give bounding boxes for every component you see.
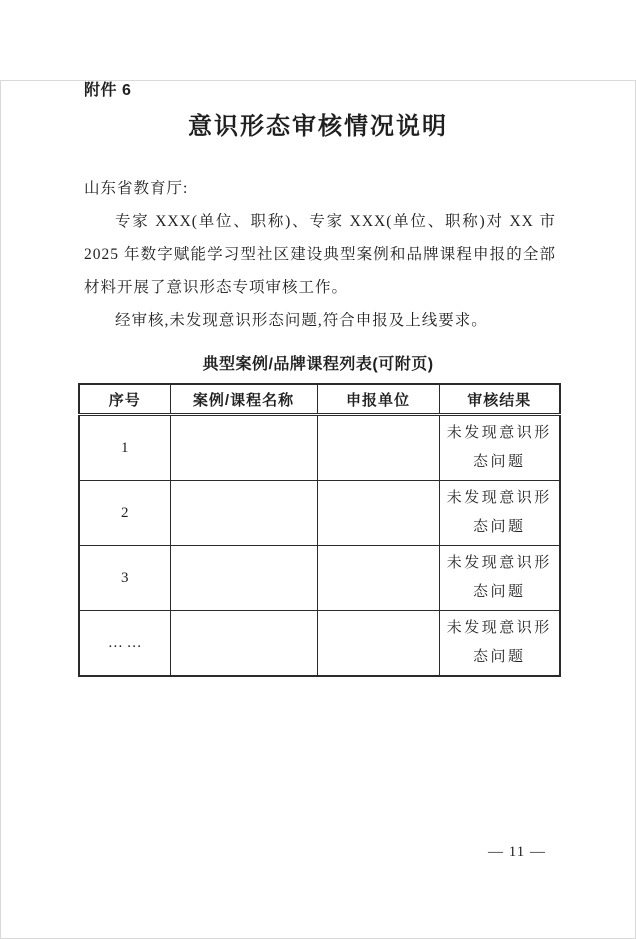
serial-cell: 1 — [79, 415, 170, 481]
case-name-cell — [170, 546, 317, 611]
document-page — [0, 80, 636, 939]
page-title: 意识形态审核情况说明 — [188, 113, 448, 140]
serial-cell: … … — [79, 611, 170, 677]
column-header-result: 审核结果 — [439, 384, 560, 415]
table-caption: 典型案例/品牌课程列表(可附页) — [202, 356, 434, 373]
table-row — [79, 611, 560, 677]
page-number: — 11 — — [488, 844, 546, 860]
unit-cell — [317, 611, 439, 677]
table-row — [79, 546, 560, 611]
body-text — [84, 172, 556, 337]
unit-cell — [317, 546, 439, 611]
column-header-unit: 申报单位 — [317, 384, 439, 415]
body-paragraph-1: 专家 XXX(单位、职称)、专家 XXX(单位、职称)对 XX 市 2025 年数字赋能学习型社区建设典型案例和品牌课程申报的全部材料开展了意识形态专项审核工作。 — [84, 213, 556, 296]
attachment-label: 附件 6 — [84, 82, 132, 99]
column-header-serial: 序号 — [79, 384, 170, 415]
table-row — [79, 415, 560, 481]
case-name-cell — [170, 481, 317, 546]
serial-cell: 2 — [79, 481, 170, 546]
result-cell: 未发现意识形态问题 — [439, 546, 560, 611]
column-header-case-name: 案例/课程名称 — [170, 384, 317, 415]
table-header-row — [79, 384, 560, 415]
unit-cell — [317, 415, 439, 481]
result-cell: 未发现意识形态问题 — [439, 611, 560, 677]
case-name-cell — [170, 611, 317, 677]
serial-cell: 3 — [79, 546, 170, 611]
result-cell: 未发现意识形态问题 — [439, 415, 560, 481]
body-paragraph-2: 经审核,未发现意识形态问题,符合申报及上线要求。 — [115, 312, 488, 329]
result-cell: 未发现意识形态问题 — [439, 481, 560, 546]
table-row — [79, 481, 560, 546]
review-table — [78, 383, 561, 677]
unit-cell — [317, 481, 439, 546]
salutation: 山东省教育厅: — [84, 180, 189, 197]
case-name-cell — [170, 415, 317, 481]
